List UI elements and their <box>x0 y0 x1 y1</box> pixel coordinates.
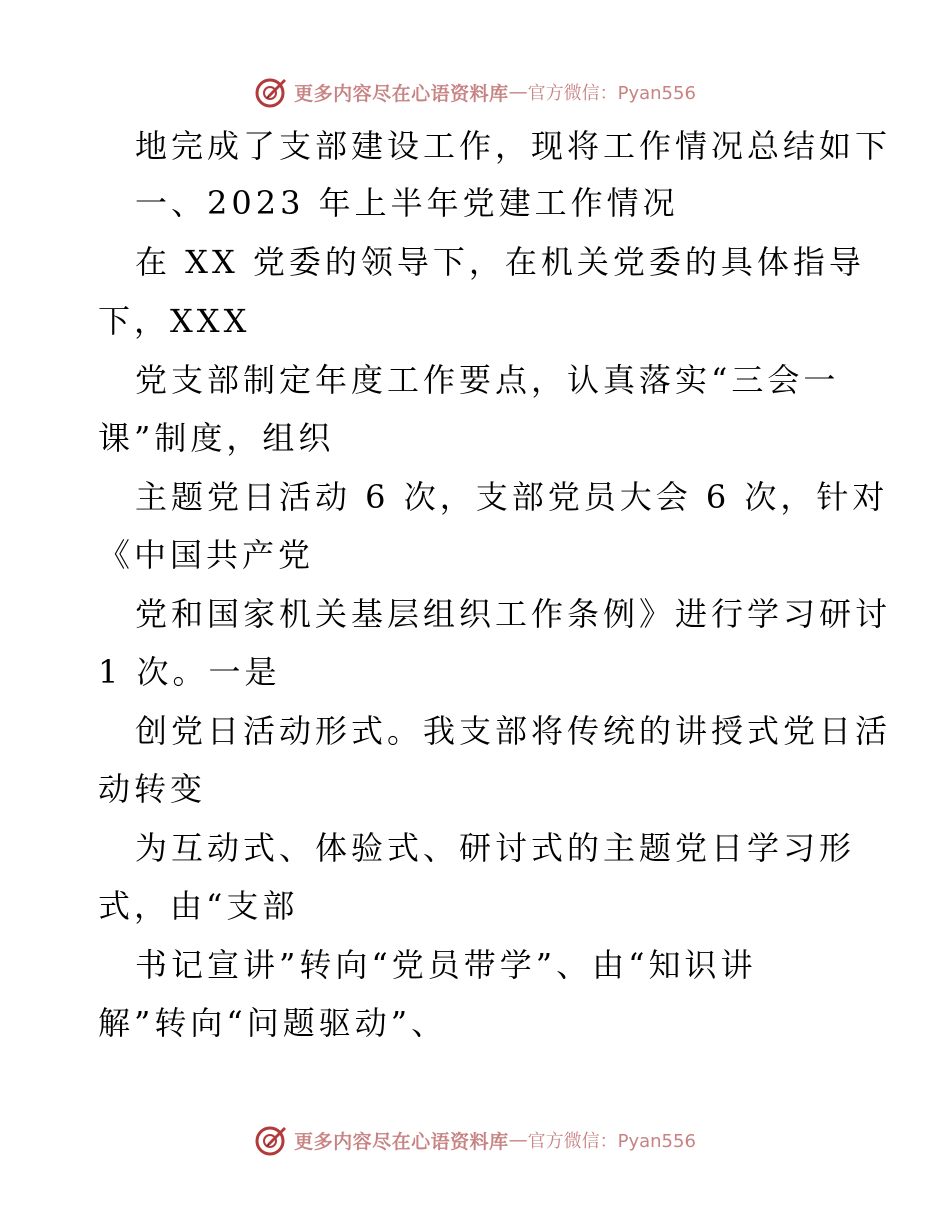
text-line: 1 次。一是 <box>98 653 281 691</box>
text-line: 创党日活动形式。我支部将传统的讲授式党日活 <box>135 712 892 750</box>
text-line: 书记宣讲”转向“党员带学”、由“知识讲 <box>135 946 757 984</box>
text-line: 动转变 <box>98 770 207 808</box>
header-watermark <box>0 72 950 112</box>
text-line: 下，XXX <box>98 302 251 340</box>
watermark-separator: — <box>508 81 528 103</box>
text-line: 式，由“支部 <box>98 887 299 925</box>
pen-logo-icon <box>254 75 288 109</box>
text-line: 《中国共产党 <box>98 536 315 574</box>
text-line: 党支部制定年度工作要点，认真落实“三会一 <box>135 361 840 399</box>
text-line: 主题党日活动 6 次，支部党员大会 6 次，针对 <box>135 478 889 516</box>
section-heading: 一、2023 年上半年党建工作情况 <box>135 184 679 222</box>
watermark-contact: 官方微信：Pyan556 <box>527 83 696 104</box>
pen-logo-icon <box>254 1123 288 1157</box>
text-line: 在 XX 党委的领导下，在机关党委的具体指导 <box>135 243 865 281</box>
text-line: 地完成了支部建设工作，现将工作情况总结如下 <box>135 127 892 165</box>
text-line: 为互动式、体验式、研讨式的主题党日学习形 <box>135 829 856 867</box>
text-line: 课”制度，组织 <box>98 419 335 457</box>
text-line: 党和国家机关基层组织工作条例》进行学习研讨 <box>135 595 892 633</box>
watermark-contact: 官方微信：Pyan556 <box>527 1131 696 1152</box>
text-line: 解”转向“问题驱动”、 <box>98 1004 448 1042</box>
watermark-brand: 更多内容尽在心语资料库 <box>294 82 509 105</box>
watermark-brand: 更多内容尽在心语资料库 <box>294 1130 509 1153</box>
watermark-separator: — <box>508 1129 528 1151</box>
footer-watermark <box>0 1120 950 1160</box>
